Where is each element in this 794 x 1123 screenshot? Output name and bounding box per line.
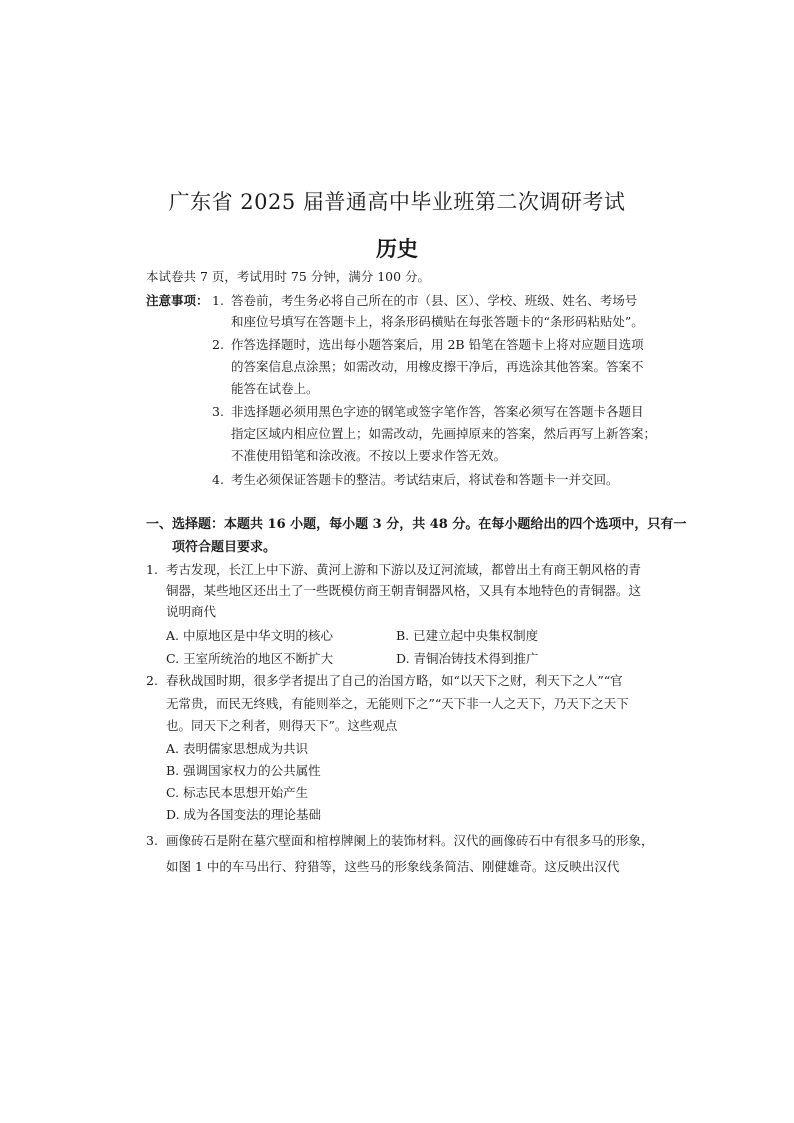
note-2-line-2: 的答案信息点涂黑；如需改动，用橡皮擦干净后，再选涂其他答案。答案不	[231, 359, 644, 374]
question-2-option-d: D. 成为各国变法的理论基础	[166, 807, 322, 822]
question-1-option-a: A. 中原地区是中华文明的核心	[166, 628, 333, 643]
note-4-line-1: 考生必须保证答题卡的整洁。考试结束后，将试卷和答题卡一并交回。	[231, 472, 619, 487]
note-1-line-1: 答卷前，考生务必将自己所在的市（县、区）、学校、班级、姓名、考场号	[231, 293, 638, 308]
question-1-line-3: 说明商代	[166, 604, 217, 619]
question-3-number: 3.	[146, 833, 158, 848]
exam-title: 广东省 2025 届普通高中毕业班第二次调研考试	[168, 190, 626, 214]
section-heading-line-2: 项符合题目要求。	[172, 540, 277, 555]
note-1-number: 1.	[212, 293, 224, 308]
question-1-option-b: B. 已建立起中央集权制度	[396, 628, 539, 643]
question-1-option-d: D. 青铜冶铸技术得到推广	[396, 651, 539, 666]
question-2-option-b: B. 强调国家权力的公共属性	[166, 763, 321, 778]
notes-label: 注意事项：	[146, 293, 209, 308]
note-3-line-1: 非选择题必须用黑色字迹的钢笔或签字笔作答，答案必须写在答题卡各题目	[231, 404, 644, 419]
note-2-line-3: 能答在试卷上。	[231, 381, 319, 396]
exam-info: 本试卷共 7 页，考试用时 75 分钟，满分 100 分。	[146, 269, 431, 284]
note-3-line-3: 不准使用铅笔和涂改液。不按以上要求作答无效。	[231, 448, 507, 463]
question-2-number: 2.	[146, 673, 158, 688]
note-3-number: 3.	[212, 404, 224, 419]
note-2-line-1: 作答选择题时，选出每小题答案后，用 2B 铅笔在答题卡上将对应题目选项	[231, 337, 644, 352]
question-2-option-a: A. 表明儒家思想成为共识	[166, 741, 308, 756]
note-2-number: 2.	[212, 337, 224, 352]
question-3-line-1: 画像砖石是附在墓穴壁面和棺椁牌阑上的装饰材料。汉代的画像砖石中有很多马的形象，	[166, 833, 654, 848]
question-2-option-c: C. 标志民本思想开始产生	[166, 785, 309, 800]
note-4-number: 4.	[212, 472, 224, 487]
question-2-line-2: 无常贵，而民无终贱，有能则举之，无能则下之”“天下非一人之天下，乃天下之天下	[166, 696, 629, 711]
question-1-line-1: 考古发现，长江上中下游、黄河上游和下游以及辽河流域，都曾出土有商王朝风格的青	[166, 562, 642, 577]
question-1-line-2: 铜器，某些地区还出土了一些既模仿商王朝青铜器风格，又具有本地特色的青铜器。这	[166, 583, 642, 598]
subject-title: 历史	[376, 236, 418, 261]
question-3-line-2: 如图 1 中的车马出行、狩猎等，这些马的形象线条简洁、刚健雄奇。这反映出汉代	[166, 859, 620, 874]
question-2-line-1: 春秋战国时期，很多学者提出了自己的治国方略，如“以天下之财，利天下之人”“官	[166, 673, 623, 688]
question-1-option-c: C. 王室所统治的地区不断扩大	[166, 651, 334, 666]
question-2-line-3: 也。同天下之利者，则得天下”。这些观点	[166, 718, 398, 733]
note-3-line-2: 指定区域内相应位置上；如需改动，先画掉原来的答案，然后再写上新答案；	[231, 426, 657, 441]
note-1-line-2: 和座位号填写在答题卡上，将条形码横贴在每张答题卡的“条形码粘贴处”。	[231, 314, 644, 329]
section-heading-line-1: 一、选择题：本题共 16 小题，每小题 3 分，共 48 分。在每小题给出的四个选项中，只有一	[146, 517, 687, 532]
question-1-number: 1.	[146, 562, 158, 577]
